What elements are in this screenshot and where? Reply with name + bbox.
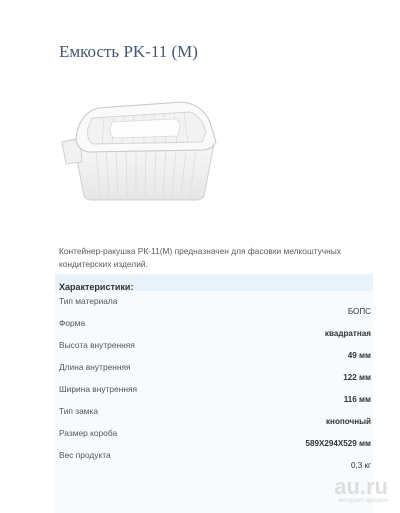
property-row: [55, 406, 373, 428]
property-row: [55, 428, 373, 450]
property-row: [55, 450, 373, 472]
property-value: БОПС: [347, 307, 371, 316]
property-label: Высота внутренняя: [59, 340, 135, 350]
property-row: [55, 362, 373, 384]
property-label: Форма: [59, 318, 86, 328]
watermark-logo: au.ru: [334, 474, 388, 499]
property-label: Ширина внутренняя: [59, 384, 138, 394]
property-label: Тип замка: [59, 406, 99, 416]
watermark-subtitle: интернет-аукцион: [338, 498, 388, 504]
property-value: 0,3 кг: [351, 461, 371, 470]
watermark: [334, 476, 388, 504]
property-row: [55, 318, 373, 340]
product-description: Контейнер-ракушка РК-11(М) предназначен для фасовки мелкоштучных кондитерских изделий.: [59, 246, 341, 269]
page-title: Емкость PK-11 (M): [59, 42, 198, 61]
property-value: 589Х294Х529 мм: [305, 439, 371, 448]
property-row: [55, 384, 373, 406]
property-value: квадратная: [324, 329, 371, 338]
property-value: кнопочный: [326, 417, 371, 426]
property-row: [55, 296, 373, 318]
properties-title: Характеристики:: [59, 282, 134, 292]
property-value: 122 мм: [343, 373, 371, 382]
property-label: Тип материала: [59, 296, 118, 306]
property-label: Вес продукта: [59, 450, 111, 460]
property-value: 49 мм: [347, 351, 371, 360]
properties-table: [55, 274, 373, 513]
property-value: 116 мм: [343, 395, 371, 404]
property-row: [55, 340, 373, 362]
property-label: Размер короба: [59, 428, 118, 438]
property-label: Длина внутренняя: [59, 362, 131, 372]
product-image: [52, 92, 232, 204]
